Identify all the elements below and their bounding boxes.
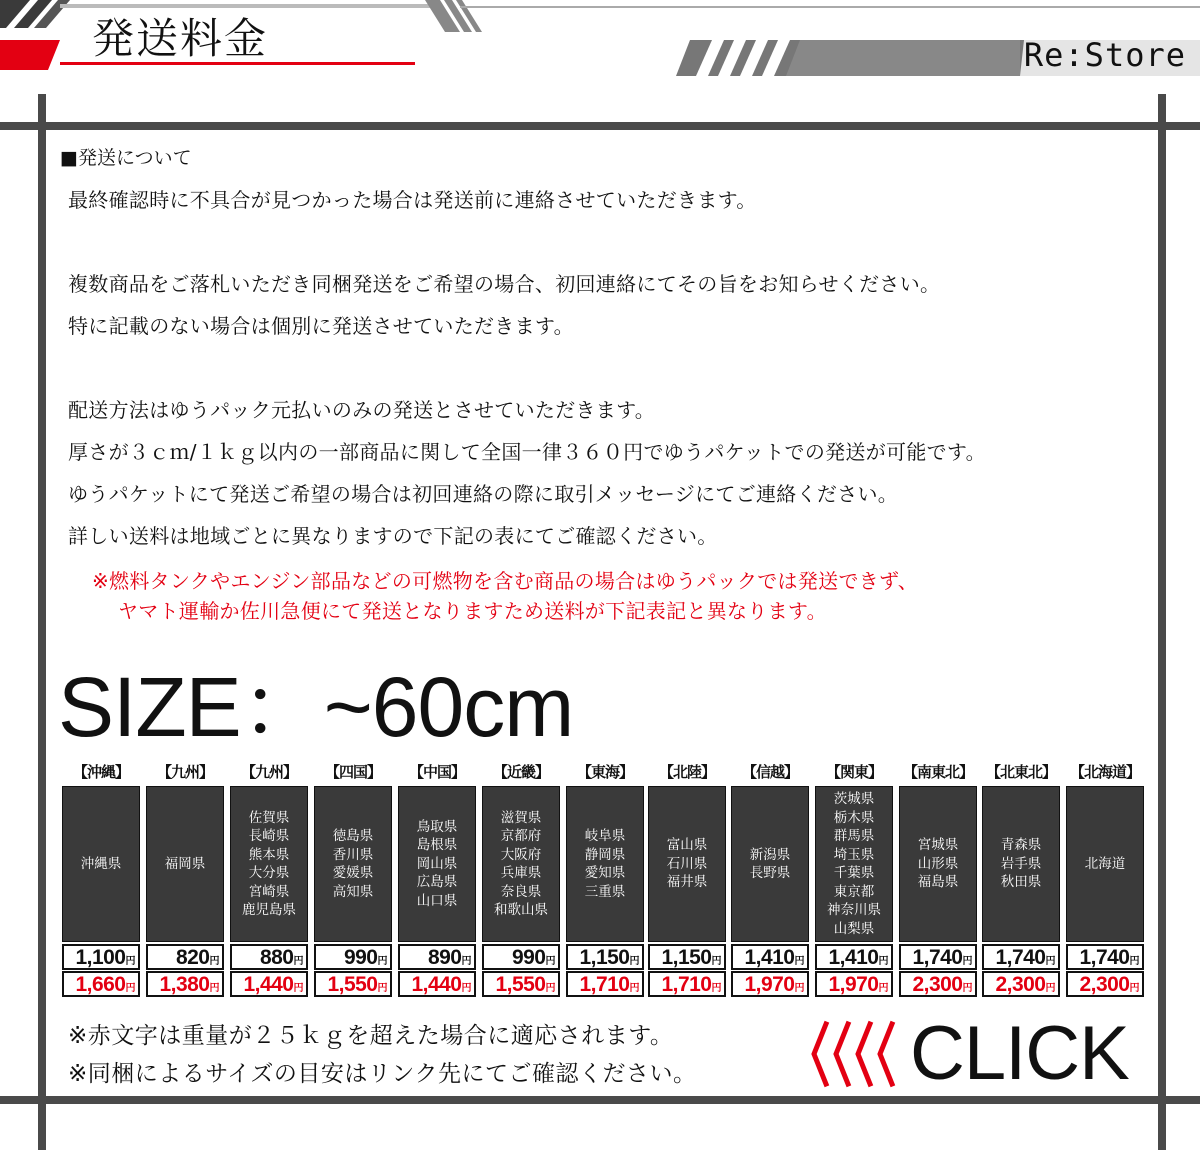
- region-name: 【四国】: [324, 763, 381, 781]
- standard-price-value: 820: [175, 946, 210, 969]
- region-name: 【信越】: [741, 763, 798, 781]
- region-column: [566, 760, 644, 996]
- prefecture-name: 鳥取県: [416, 818, 458, 835]
- prefecture-name: 栃木県: [833, 809, 875, 826]
- shipping-line: 配送方法はゆうパック元払いのみの発送とさせていただきます。: [68, 398, 656, 422]
- heavy-price-value: 1,550: [327, 973, 378, 996]
- prefecture-name: 島根県: [416, 837, 458, 854]
- yen-unit: 円: [293, 983, 303, 994]
- yen-unit: 円: [794, 956, 804, 967]
- prefecture-name: 長野県: [749, 865, 791, 881]
- prefecture-name: 神奈川県: [827, 902, 881, 918]
- prefecture-name: 和歌山県: [494, 902, 548, 918]
- region-name: 【南東北】: [902, 763, 973, 781]
- prefecture-name: 三重県: [584, 883, 626, 900]
- yen-unit: 円: [711, 983, 721, 994]
- prefecture-name: 静岡県: [584, 846, 626, 863]
- standard-price: [982, 944, 1060, 970]
- shipping-line: 詳しい送料は地域ごとに異なりますので下記の表にてご確認ください。: [68, 524, 718, 548]
- standard-price: [62, 944, 140, 970]
- heavy-price-value: 1,550: [495, 973, 546, 996]
- region-name: 【北東北】: [985, 763, 1056, 781]
- frame-top-bar: [0, 122, 1200, 130]
- standard-price-value: 880: [259, 946, 294, 969]
- heavy-price-value: 1,970: [828, 973, 879, 996]
- prefecture-name: 群馬県: [833, 828, 875, 844]
- heavy-price-value: 2,300: [1079, 973, 1130, 996]
- prefecture-name: 岡山県: [416, 855, 458, 872]
- region-column: [146, 760, 224, 996]
- region-name: 【関東】: [825, 763, 882, 781]
- prefecture-name: 徳島県: [332, 828, 374, 844]
- standard-price: [398, 944, 476, 970]
- region-column: [1066, 760, 1144, 996]
- prefecture-box: [146, 786, 224, 942]
- prefecture-name: 福島県: [917, 874, 959, 891]
- heavy-price: [146, 971, 224, 997]
- prefecture-box: [648, 786, 726, 942]
- region-name: 【九州】: [240, 763, 297, 781]
- standard-price-value: 1,150: [579, 946, 630, 969]
- standard-price: [731, 944, 809, 970]
- prefecture-name: 東京都: [833, 883, 875, 900]
- prefecture-name: 山梨県: [833, 920, 875, 937]
- heavy-price: [815, 971, 893, 997]
- heavy-price: [731, 971, 809, 997]
- prefecture-name: 福井県: [666, 874, 708, 891]
- heavy-price-value: 1,710: [661, 973, 712, 996]
- standard-price: [482, 944, 560, 970]
- prefecture-name: 青森県: [1000, 837, 1042, 854]
- standard-price: [314, 944, 392, 970]
- page-title: 発送料金: [92, 14, 269, 63]
- prefecture-name: 千葉県: [833, 865, 875, 881]
- prefecture-name: 愛媛県: [332, 865, 374, 881]
- yen-unit: 円: [209, 956, 219, 967]
- prefecture-box: [566, 786, 644, 942]
- prefecture-name: 高知県: [332, 883, 374, 900]
- prefecture-box: [815, 786, 893, 942]
- prefecture-name: 熊本県: [248, 846, 290, 863]
- prefecture-name: 大分県: [248, 865, 290, 881]
- yen-unit: 円: [1045, 983, 1055, 994]
- region-name: 【北海道】: [1069, 763, 1140, 781]
- frame-left-bar: [38, 94, 46, 1150]
- prefecture-name: 京都府: [500, 828, 542, 844]
- yen-unit: 円: [461, 956, 471, 967]
- standard-price: [566, 944, 644, 970]
- yen-unit: 円: [711, 956, 721, 967]
- prefecture-name: 滋賀県: [500, 809, 542, 826]
- prefecture-name: 岩手県: [1000, 855, 1042, 872]
- prefecture-box: [899, 786, 977, 942]
- prefecture-name: 石川県: [666, 855, 708, 872]
- warning-line: ※燃料タンクやエンジン部品などの可燃物を含む商品の場合はゆうパックでは発送できず、: [92, 569, 919, 593]
- prefecture-name: 宮城県: [917, 837, 959, 854]
- yen-unit: 円: [125, 956, 135, 967]
- heavy-price-value: 1,440: [411, 973, 462, 996]
- standard-price: [230, 944, 308, 970]
- region-column: [648, 760, 726, 996]
- prefecture-box: [731, 786, 809, 942]
- prefecture-name: 茨城県: [833, 791, 875, 807]
- region-name: 【近畿】: [492, 763, 549, 781]
- heavy-price-value: 1,440: [243, 973, 294, 996]
- prefecture-name: 沖縄県: [80, 855, 122, 872]
- yen-unit: 円: [1129, 983, 1139, 994]
- yen-unit: 円: [794, 983, 804, 994]
- prefecture-name: 佐賀県: [248, 809, 290, 826]
- yen-unit: 円: [962, 983, 972, 994]
- click-label: CLICK: [910, 1011, 1129, 1096]
- yen-unit: 円: [377, 956, 387, 967]
- brand-logo: Re:Store: [1023, 36, 1186, 74]
- yen-unit: 円: [461, 983, 471, 994]
- prefecture-name: 広島県: [416, 874, 458, 891]
- prefecture-box: [1066, 786, 1144, 942]
- yen-unit: 円: [209, 983, 219, 994]
- shipping-line: ゆうパケットにて発送ご希望の場合は初回連絡の際に取引メッセージにてご連絡ください。: [68, 482, 899, 506]
- heavy-price-value: 2,300: [912, 973, 963, 996]
- prefecture-name: 愛知県: [584, 865, 626, 881]
- prefecture-box: [398, 786, 476, 942]
- heavy-price-value: 1,710: [579, 973, 630, 996]
- standard-price-value: 1,740: [995, 946, 1046, 969]
- region-column: [230, 760, 308, 996]
- heavy-price-value: 1,660: [75, 973, 126, 996]
- region-column: [731, 760, 809, 996]
- standard-price-value: 990: [511, 946, 546, 969]
- heavy-price-value: 2,300: [995, 973, 1046, 996]
- heavy-price: [648, 971, 726, 997]
- prefecture-name: 鹿児島県: [242, 902, 296, 918]
- yen-unit: 円: [545, 983, 555, 994]
- standard-price-value: 890: [427, 946, 462, 969]
- yen-unit: 円: [545, 956, 555, 967]
- prefecture-box: [62, 786, 140, 942]
- shipping-line: 厚さが３ｃｍ/１ｋｇ以内の一部商品に関して全国一律３６０円でゆうパケットでの発送が可能です。: [68, 440, 986, 464]
- heavy-price: [982, 971, 1060, 997]
- yen-unit: 円: [1045, 956, 1055, 967]
- prefecture-name: 山形県: [917, 855, 959, 872]
- heavy-price: [314, 971, 392, 997]
- note-line: ※同梱によるサイズの目安はリンク先にてご確認ください。: [68, 1061, 697, 1087]
- standard-price-value: 1,740: [912, 946, 963, 969]
- heavy-price: [230, 971, 308, 997]
- region-column: [482, 760, 560, 996]
- region-name: 【中国】: [408, 763, 465, 781]
- note-line: ※赤文字は重量が２５ｋｇを超えた場合に適応されます。: [68, 1023, 674, 1049]
- region-column: [398, 760, 476, 996]
- yen-unit: 円: [293, 956, 303, 967]
- shipping-line: 最終確認時に不具合が見つかった場合は発送前に連絡させていただきます。: [68, 188, 757, 212]
- yen-unit: 円: [377, 983, 387, 994]
- region-name: 【東海】: [576, 763, 633, 781]
- region-column: [62, 760, 140, 996]
- prefecture-name: 奈良県: [500, 883, 542, 900]
- region-name: 【北陸】: [658, 763, 715, 781]
- yen-unit: 円: [629, 983, 639, 994]
- prefecture-name: 香川県: [332, 846, 374, 863]
- prefecture-name: 埼玉県: [833, 846, 875, 863]
- standard-price: [815, 944, 893, 970]
- standard-price-value: 1,410: [744, 946, 795, 969]
- shipping-heading: ■発送について: [60, 147, 192, 169]
- prefecture-name: 岐阜県: [584, 828, 626, 844]
- heavy-price: [62, 971, 140, 997]
- shipping-line: 特に記載のない場合は個別に発送させていただきます。: [68, 314, 574, 338]
- yen-unit: 円: [1129, 956, 1139, 967]
- region-column: [815, 760, 893, 996]
- heavy-price-value: 1,380: [159, 973, 210, 996]
- heavy-price: [482, 971, 560, 997]
- frame-right-bar: [1158, 94, 1166, 1150]
- prefecture-box: [230, 786, 308, 942]
- prefecture-name: 兵庫県: [500, 865, 542, 881]
- prefecture-name: 新潟県: [749, 846, 791, 863]
- yen-unit: 円: [125, 983, 135, 994]
- prefecture-box: [482, 786, 560, 942]
- frame-bottom-bar: [0, 1096, 1200, 1104]
- prefecture-name: 秋田県: [1000, 874, 1042, 891]
- prefecture-name: 富山県: [666, 837, 708, 854]
- region-name: 【九州】: [156, 763, 213, 781]
- yen-unit: 円: [962, 956, 972, 967]
- region-column: [899, 760, 977, 996]
- prefecture-name: 長崎県: [248, 828, 290, 844]
- chevrons-left-icon: [806, 1020, 906, 1090]
- prefecture-name: 大阪府: [500, 846, 542, 863]
- region-column: [314, 760, 392, 996]
- yen-unit: 円: [629, 956, 639, 967]
- standard-price-value: 1,150: [661, 946, 712, 969]
- standard-price: [146, 944, 224, 970]
- standard-price-value: 1,410: [828, 946, 879, 969]
- prefecture-box: [982, 786, 1060, 942]
- heavy-price: [398, 971, 476, 997]
- warning-line: ヤマト運輸か佐川急便にて発送となりますため送料が下記表記と異なります。: [118, 599, 827, 623]
- prefecture-name: 山口県: [416, 892, 458, 909]
- heavy-price: [566, 971, 644, 997]
- prefecture-name: 宮崎県: [248, 883, 290, 900]
- prefecture-name: 福岡県: [164, 855, 206, 872]
- prefecture-box: [314, 786, 392, 942]
- standard-price: [648, 944, 726, 970]
- size-title: SIZE：~60cm: [58, 660, 574, 754]
- region-name: 【沖縄】: [72, 763, 129, 781]
- heavy-price-value: 1,970: [744, 973, 795, 996]
- shipping-line: 複数商品をご落札いただき同梱発送をご希望の場合、初回連絡にてその旨をお知らせください。: [68, 272, 941, 296]
- heavy-price: [899, 971, 977, 997]
- click-link[interactable]: [806, 1011, 1129, 1096]
- yen-unit: 円: [878, 983, 888, 994]
- standard-price: [899, 944, 977, 970]
- standard-price-value: 1,740: [1079, 946, 1130, 969]
- region-column: [982, 760, 1060, 996]
- heavy-price: [1066, 971, 1144, 997]
- standard-price: [1066, 944, 1144, 970]
- standard-price-value: 990: [343, 946, 378, 969]
- standard-price-value: 1,100: [75, 946, 126, 969]
- prefecture-name: 北海道: [1084, 855, 1126, 872]
- yen-unit: 円: [878, 956, 888, 967]
